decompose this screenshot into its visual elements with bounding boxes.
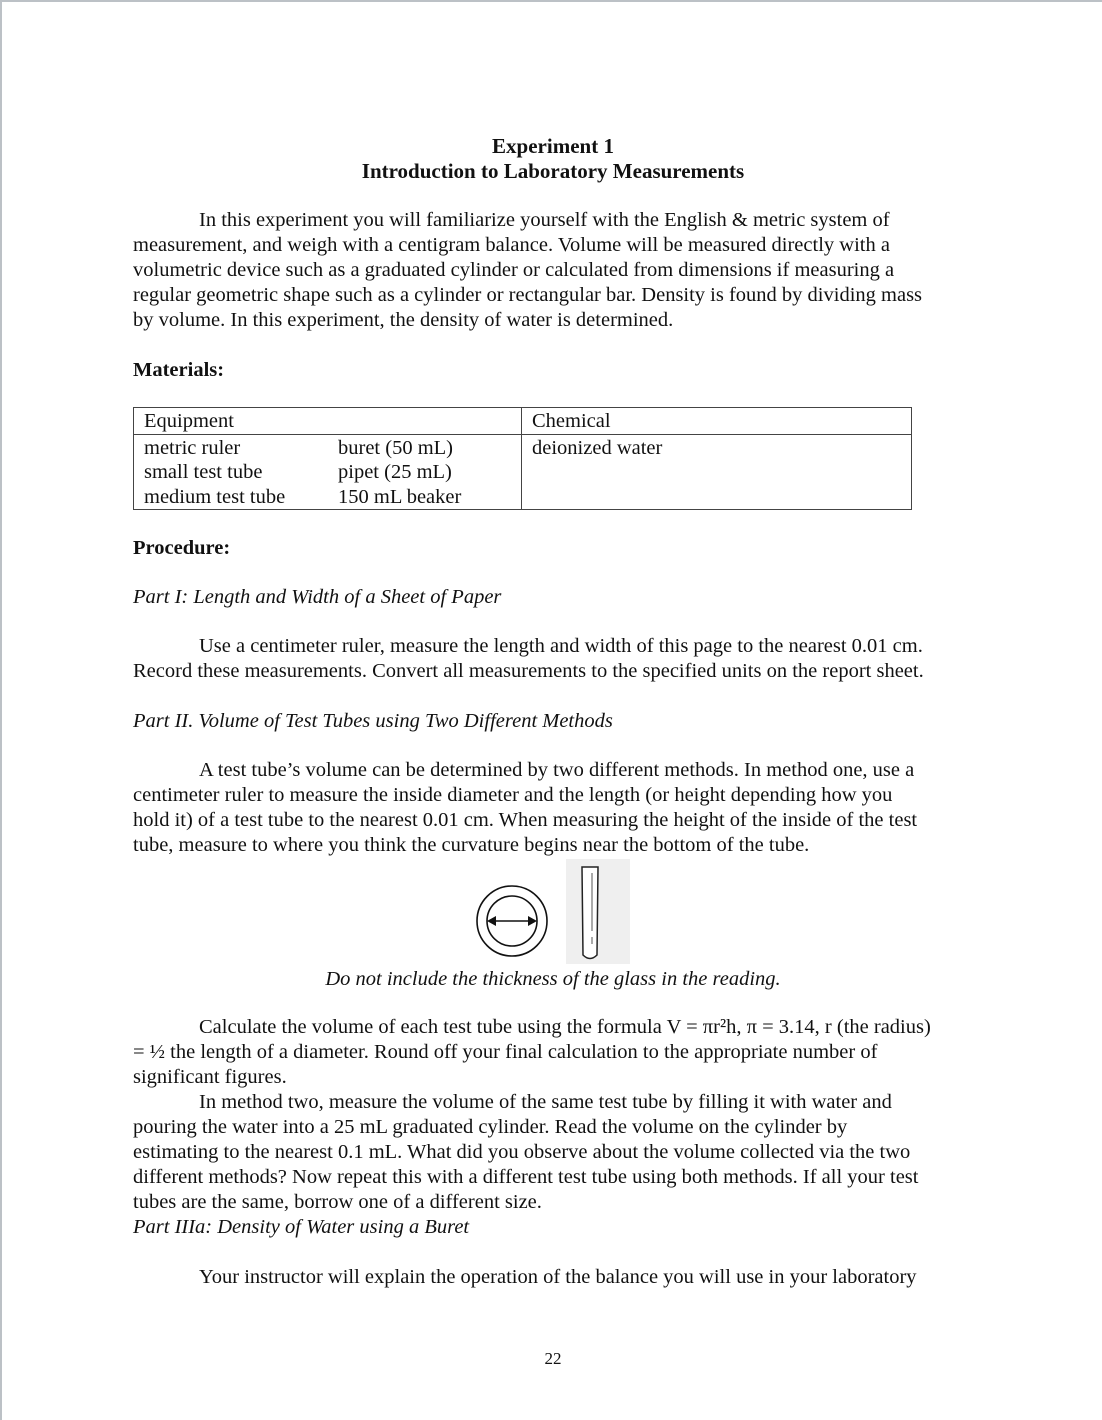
procedure-heading: Procedure: xyxy=(133,537,231,559)
part2-paragraph xyxy=(133,758,978,858)
table-header-equipment: Equipment xyxy=(134,408,522,435)
equipment-item: metric ruler xyxy=(144,436,241,459)
equipment-item: medium test tube xyxy=(144,485,286,508)
equipment-item: pipet (25 mL) xyxy=(338,461,452,483)
part1-title: Part I: Length and Width of a Sheet of Paper xyxy=(133,586,502,608)
intro-line: In this experiment you will familiarize yourself with the English & metric system of xyxy=(199,209,890,231)
intro-paragraph xyxy=(133,208,978,333)
method2-line: tubes are the same, borrow one of a different size. xyxy=(133,1191,542,1213)
page-number: 22 xyxy=(544,1349,562,1368)
intro-line: regular geometric shape such as a cylinder or rectangular bar. Density is found by dividing mass xyxy=(133,284,923,306)
page-title: Introduction to Laboratory Measurements xyxy=(361,159,745,183)
experiment-number: Experiment 1 xyxy=(492,134,614,158)
calc-line: Calculate the volume of each test tube using the formula V = πr²h, π = 3.14, r (the radius) xyxy=(199,1016,931,1038)
chemical-cell xyxy=(522,434,912,510)
intro-line: volumetric device such as a graduated cylinder or calculated from dimensions if measuring a xyxy=(133,259,895,281)
materials-table xyxy=(133,407,912,510)
calc-line: = ½ the length of a diameter. Round off your final calculation to the appropriate number of xyxy=(133,1041,878,1063)
method2-paragraph xyxy=(133,1090,978,1215)
part3a-paragraph xyxy=(133,1265,978,1290)
part2-title: Part II. Volume of Test Tubes using Two Different Methods xyxy=(133,710,613,732)
method2-line: In method two, measure the volume of the same test tube by filling it with water and xyxy=(199,1091,892,1113)
equipment-item: buret (50 mL) xyxy=(338,436,453,459)
part1-line: Record these measurements. Convert all measurements to the specified units on the report sheet. xyxy=(133,660,924,682)
chemical-item: deionized water xyxy=(532,436,663,459)
part3a-title: Part IIIa: Density of Water using a Buret xyxy=(133,1216,470,1238)
table-header-chemical: Chemical xyxy=(522,408,912,435)
part2-line: A test tube’s volume can be determined by two different methods. In method one, use a xyxy=(199,759,915,781)
table-header-row xyxy=(134,408,912,435)
table-row xyxy=(134,434,912,510)
part2-line: centimeter ruler to measure the inside diameter and the length (or height depending how you xyxy=(133,784,893,806)
test-tube-figure xyxy=(474,859,634,964)
equipment-item: small test tube xyxy=(144,461,263,483)
method2-line: different methods? Now repeat this with a different test tube using both methods. If all your test xyxy=(133,1166,919,1188)
materials-heading: Materials: xyxy=(133,359,225,381)
equipment-cell xyxy=(134,434,522,510)
test-tube-diameter-diagram-icon xyxy=(474,859,634,964)
intro-line: measurement, and weigh with a centigram balance. Volume will be measured directly with a xyxy=(133,234,890,256)
calc-paragraph xyxy=(133,1015,978,1090)
method2-line: estimating to the nearest 0.1 mL. What did you observe about the volume collected via the two xyxy=(133,1141,911,1163)
part3a-line: Your instructor will explain the operation of the balance you will use in your laboratory xyxy=(199,1266,917,1288)
part2-line: tube, measure to where you think the curvature begins near the bottom of the tube. xyxy=(133,834,810,856)
equipment-item: 150 mL beaker xyxy=(338,485,462,508)
part1-line: Use a centimeter ruler, measure the length and width of this page to the nearest 0.01 cm. xyxy=(199,635,923,657)
method2-line: pouring the water into a 25 mL graduated cylinder. Read the volume on the cylinder by xyxy=(133,1116,848,1138)
calc-line: significant figures. xyxy=(133,1066,287,1088)
figure-caption: Do not include the thickness of the glass in the reading. xyxy=(325,968,781,990)
part2-line: hold it) of a test tube to the nearest 0.01 cm. When measuring the height of the inside of the test xyxy=(133,809,918,831)
intro-line: by volume. In this experiment, the density of water is determined. xyxy=(133,309,674,331)
part1-paragraph xyxy=(133,634,978,684)
